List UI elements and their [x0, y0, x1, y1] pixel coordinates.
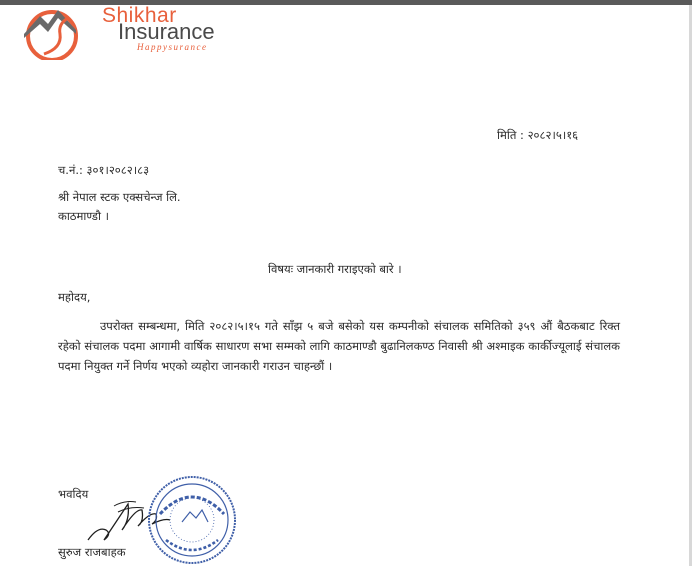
brand-name-primary: Shikhar [102, 4, 177, 27]
recipient-city: काठमाण्डौ । [58, 209, 109, 223]
mountain-logo-icon [14, 4, 84, 60]
company-logo [14, 4, 244, 60]
letter-subject: विषयः जानकारी गराइएको बारे । [268, 262, 402, 276]
brand-tagline: Happysurance [137, 42, 208, 52]
reference-number: च.नं.: ३०१।२०८२।८३ [58, 163, 150, 177]
closing-phrase: भवदिय [58, 487, 89, 501]
recipient-name: श्री नेपाल स्टक एक्सचेन्ज लि. [58, 190, 181, 204]
salutation: महोदय, [58, 290, 91, 304]
letter-date: मिति : २०८२।५।१६ [497, 128, 579, 142]
letter-body: उपरोक्त सम्बन्धमा, मिति २०८२।५।१५ गते साँझ ५ बजे बसेको यस कम्पनीको संचालक समितिको ३५९ औं बैठकबाट रिक्त रहेको संचालक पदमा आगामी वार्षिक साधारण सभा सम्मको लागि काठमाण्डौ बुढानिलकण्ठ निवासी श्री अश्माइक कार्कीज्यूलाई संचालक पदमा नियुक्त गर्ने निर्णय भएको व्यहोरा जानकारी गराउन चाहन्छौं । [58, 319, 620, 373]
signatory-name: सुरुज राजबाहक [58, 545, 126, 559]
company-seal-stamp [146, 474, 238, 566]
brand-name-secondary: Insurance [118, 19, 215, 44]
